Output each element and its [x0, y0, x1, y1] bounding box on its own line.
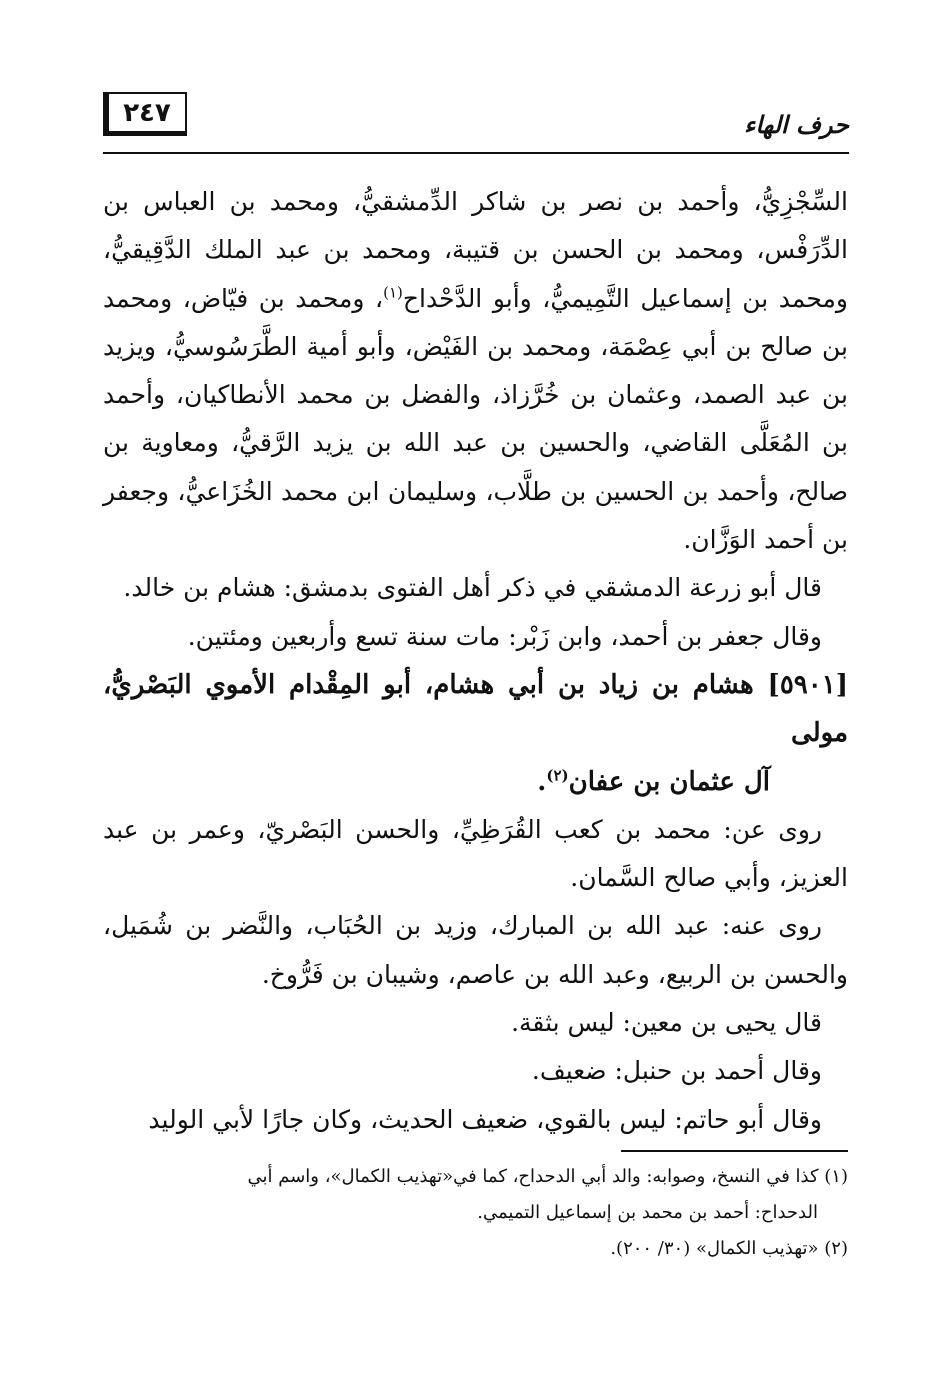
paragraph-ahmad: وقال أحمد بن حنبل: ضعيف. [531, 1056, 822, 1086]
footnote-2: (٢) «تهذيب الكمال» (٣٠/ ٢٠٠). [610, 1238, 848, 1259]
paragraph-narrated-by [103, 902, 848, 999]
chapter-title: حرف الهاء [744, 110, 849, 139]
footnote-marker-1: (١) [383, 283, 403, 302]
main-text [103, 178, 848, 1144]
paragraph-death-date: وقال جعفر بن أحمد، وابن زَبْر: مات سنة تسع وأربعين ومئتين. [187, 621, 822, 651]
entry-title-line2: آل عثمان بن عفان [568, 766, 770, 797]
text-line: ومحمد بن صالح بن أبي عِصْمَة، ومحمد بن الفَيْض، وأبو أمية [103, 283, 849, 361]
footnote-marker-2: (٢) [546, 765, 569, 784]
text-line: الدِّرَفْس، ومحمد بن الحسن بن قتيبة، ومحمد بن عبد الملك الدَّقِيقيُّ، [103, 235, 848, 265]
text-line: روى عنه: عبد الله بن المبارك، وزيد بن الحُبَاب، والنَّضر بن شُمَيل، [103, 911, 822, 941]
footnotes [103, 1159, 848, 1267]
text-line: محمد الأنطاكيان، وأحمد بن المُعَلَّى القاضي، والحسين بن عبد الله بن [103, 380, 849, 458]
page-number: ٢٤٧ [103, 92, 187, 136]
text-line: ، ومحمد بن فيّاض، [182, 283, 384, 313]
text-line: والحسن بن الربيع، وعبد الله بن عاصم، وشيبان بن فَرُّوخ. [261, 959, 848, 989]
text-line: ومحمد بن إسماعيل التَّمِيميُّ، وأبو الدَّحْداح [402, 283, 848, 313]
text-line: ابن محمد الخُزَاعيُّ، وجعفر بن أحمد الوَزَّان. [103, 476, 848, 555]
entry-heading-continued: آل عثمان بن عفان$^{(٢)}$. [537, 765, 770, 797]
text-line: الطَّرَسُوسيُّ، ويزيد بن عبد الصمد، وعثمان بن خُرَّزاذ، والفضل بن [103, 331, 848, 410]
entry-number: [٥٩٠١] [767, 669, 848, 700]
paragraph-narrated-from [103, 806, 848, 903]
paragraph-abu-hatim: وقال أبو حاتم: ليس بالقوي، ضعيف الحديث، وكان جارًا لأبي الوليد [148, 1104, 822, 1134]
text-line: عبد العزيز، وأبي صالح السَّمان. [103, 814, 848, 893]
page-header [103, 92, 849, 154]
footnote-1: (١) كذا في النسخ، وصوابه: والد أبي الدحداح، كما في«تهذيب الكمال»، واسم أبي [247, 1166, 848, 1187]
entry-title-line1: هشام بن زياد بن أبي هشام، أبو المِقْدام الأموي البَصْريُّ، مولى [103, 669, 848, 749]
paragraph-abu-zura: قال أبو زرعة الدمشقي في ذكر أهل الفتوى بدمشق: هشام بن خالد. [123, 573, 822, 603]
paragraph-ibn-main: قال يحيى بن معين: ليس بثقة. [511, 1008, 822, 1038]
text-line: السِّجْزِيُّ، وأحمد بن نصر بن شاكر الدِّمشقيُّ، ومحمد بن العباس بن [103, 187, 848, 216]
entry-heading [103, 661, 848, 758]
paragraph-transmitters [103, 178, 848, 564]
footnote-1-continued: الدحداح: أحمد بن محمد بن إسماعيل التميمي. [477, 1202, 818, 1223]
text-line: يزيد الرَّقيُّ، ومعاوية بن صالح، وأحمد بن الحسين بن طلَّاب، وسليمان [103, 428, 848, 506]
text-line: روى عن: محمد بن كعب القُرَظِيِّ، والحسن البَصْريّ، وعمر بن [151, 814, 822, 844]
footnote-separator [621, 1150, 848, 1152]
